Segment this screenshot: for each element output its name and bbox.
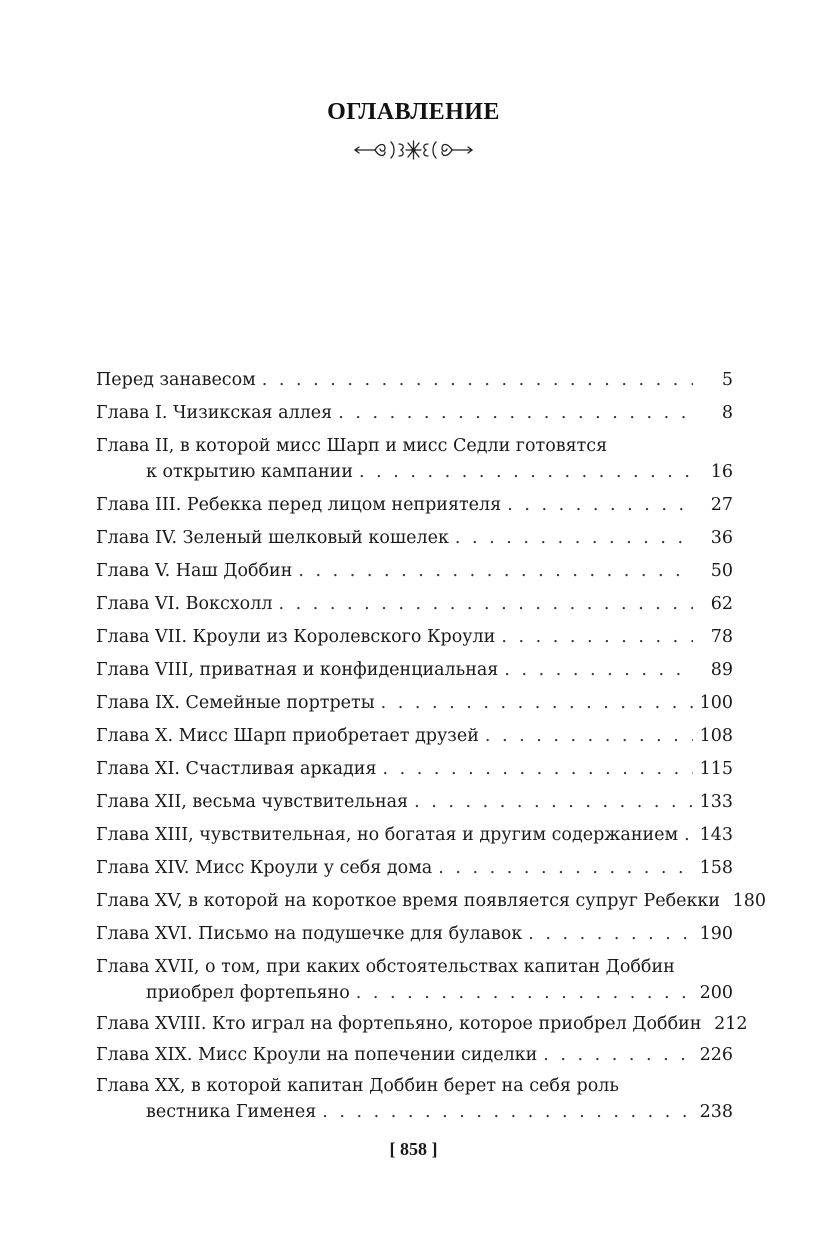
toc-entry-title: Глава IX. Семейные портреты xyxy=(96,693,375,713)
toc-entry[interactable] xyxy=(96,433,733,485)
dot-leader xyxy=(528,921,693,947)
toc-entry[interactable] xyxy=(96,367,733,393)
dot-leader xyxy=(278,591,693,617)
toc-entry-page: 36 xyxy=(710,528,733,548)
dot-leader xyxy=(414,789,693,815)
toc-entry[interactable] xyxy=(96,954,733,1006)
toc-entry-page: 133 xyxy=(699,792,733,812)
toc-entry-title: Глава XIII, чувствительная, но богатая и другим содержанием xyxy=(96,825,679,845)
dot-leader xyxy=(262,367,693,393)
toc-entry-title: вестника Гименея xyxy=(146,1102,317,1122)
toc-entry[interactable] xyxy=(96,591,733,617)
dot-leader xyxy=(501,624,693,650)
toc-entry[interactable] xyxy=(96,657,733,683)
toc-entry-page: 212 xyxy=(714,1014,748,1034)
dot-leader xyxy=(322,1099,693,1125)
dot-leader xyxy=(438,855,693,881)
dot-leader xyxy=(298,558,693,584)
dot-leader xyxy=(338,400,693,426)
dot-leader xyxy=(359,459,693,485)
toc-entry-page: 89 xyxy=(710,660,733,680)
toc-entry[interactable] xyxy=(96,789,733,815)
toc-entry-title: Глава IV. Зеленый шелковый кошелек xyxy=(96,528,449,548)
toc-entry[interactable] xyxy=(96,855,733,881)
toc-entry[interactable] xyxy=(96,723,733,749)
toc-entry-title: к открытию кампании xyxy=(146,462,354,482)
toc-entry-page: 5 xyxy=(721,370,733,390)
toc-entry-title: Глава VIII, приватная и конфиденциальная xyxy=(96,660,499,680)
toc-entry[interactable] xyxy=(96,492,733,518)
toc-entry[interactable] xyxy=(96,400,733,426)
toc-entry[interactable] xyxy=(96,690,733,716)
toc-entry[interactable] xyxy=(96,1073,733,1125)
toc-entry-page: 190 xyxy=(699,924,733,944)
toc-entry-page: 143 xyxy=(699,825,733,845)
toc-entry-page: 226 xyxy=(699,1045,733,1065)
toc-entry[interactable] xyxy=(96,756,733,782)
toc-entry[interactable] xyxy=(96,624,733,650)
dot-leader xyxy=(485,723,693,749)
dot-leader xyxy=(381,690,693,716)
toc-entry-title: Глава XVIII. Кто играл на фортепьяно, которое приобрел Доббин xyxy=(96,1014,702,1034)
toc-entry-title: Глава XVI. Письмо на подушечке для булавок xyxy=(96,924,523,944)
toc-entry-title: Глава XII, весьма чувствительная xyxy=(96,792,409,812)
table-of-contents xyxy=(96,367,767,1125)
toc-entry-page: 100 xyxy=(699,693,733,713)
dot-leader xyxy=(504,657,693,683)
toc-entry-title: Глава I. Чизикская аллея xyxy=(96,403,333,423)
toc-entry[interactable] xyxy=(96,1011,748,1037)
decorative-flourish-icon xyxy=(353,137,474,163)
dot-leader xyxy=(543,1042,693,1068)
toc-entry-title: Глава VI. Воксхолл xyxy=(96,594,273,614)
dot-leader xyxy=(455,525,693,551)
toc-entry-page: 16 xyxy=(710,462,733,482)
toc-entry[interactable] xyxy=(96,558,733,584)
toc-entry-title: Глава III. Ребекка перед лицом неприятеля xyxy=(96,495,502,515)
toc-entry-title: Глава XVII, о том, при каких обстоятельствах капитан Доббин xyxy=(96,957,675,977)
dot-leader xyxy=(507,492,693,518)
toc-entry-page: 180 xyxy=(732,891,767,911)
toc-entry-title: Глава XIV. Мисс Кроули у себя дома xyxy=(96,858,433,878)
toc-entry-title: Глава X. Мисс Шарп приобретает друзей xyxy=(96,726,479,746)
toc-entry-page: 50 xyxy=(710,561,733,581)
page-title: ОГЛАВЛЕНИЕ xyxy=(327,99,500,125)
toc-entry-title: Глава V. Наш Доббин xyxy=(96,561,293,581)
toc-entry-title: Глава XX, в которой капитан Доббин берет на себя роль xyxy=(96,1076,619,1096)
toc-entry-page: 115 xyxy=(699,759,733,779)
toc-entry-page: 62 xyxy=(710,594,733,614)
toc-entry-title: Глава VII. Кроули из Королевского Кроули xyxy=(96,627,496,647)
toc-entry[interactable] xyxy=(96,1042,733,1068)
toc-entry-title: Перед занавесом xyxy=(96,370,256,390)
dot-leader xyxy=(684,822,693,848)
toc-entry-title: Глава II, в которой мисс Шарп и мисс Седли готовятся xyxy=(96,436,608,456)
toc-entry-title: приобрел фортепьяно xyxy=(146,983,350,1003)
toc-entry-title: Глава XV, в которой на короткое время появляется супруг Ребекки xyxy=(96,891,721,911)
toc-entry-page: 200 xyxy=(699,983,733,1003)
toc-entry-page: 27 xyxy=(710,495,733,515)
toc-entry-page: 108 xyxy=(699,726,733,746)
toc-entry[interactable] xyxy=(96,921,733,947)
dot-leader xyxy=(356,980,693,1006)
toc-entry[interactable] xyxy=(96,822,733,848)
toc-entry-page: 78 xyxy=(710,627,733,647)
toc-entry[interactable] xyxy=(96,888,767,914)
toc-entry[interactable] xyxy=(96,525,733,551)
toc-entry-page: 8 xyxy=(721,403,733,423)
dot-leader xyxy=(383,756,693,782)
toc-entry-page: 238 xyxy=(699,1102,733,1122)
toc-entry-title: Глава XI. Счастливая аркадия xyxy=(96,759,377,779)
page-number: [ 858 ] xyxy=(389,1139,438,1159)
toc-entry-page: 158 xyxy=(699,858,733,878)
toc-entry-title: Глава XIX. Мисс Кроули на попечении сиделки xyxy=(96,1045,538,1065)
